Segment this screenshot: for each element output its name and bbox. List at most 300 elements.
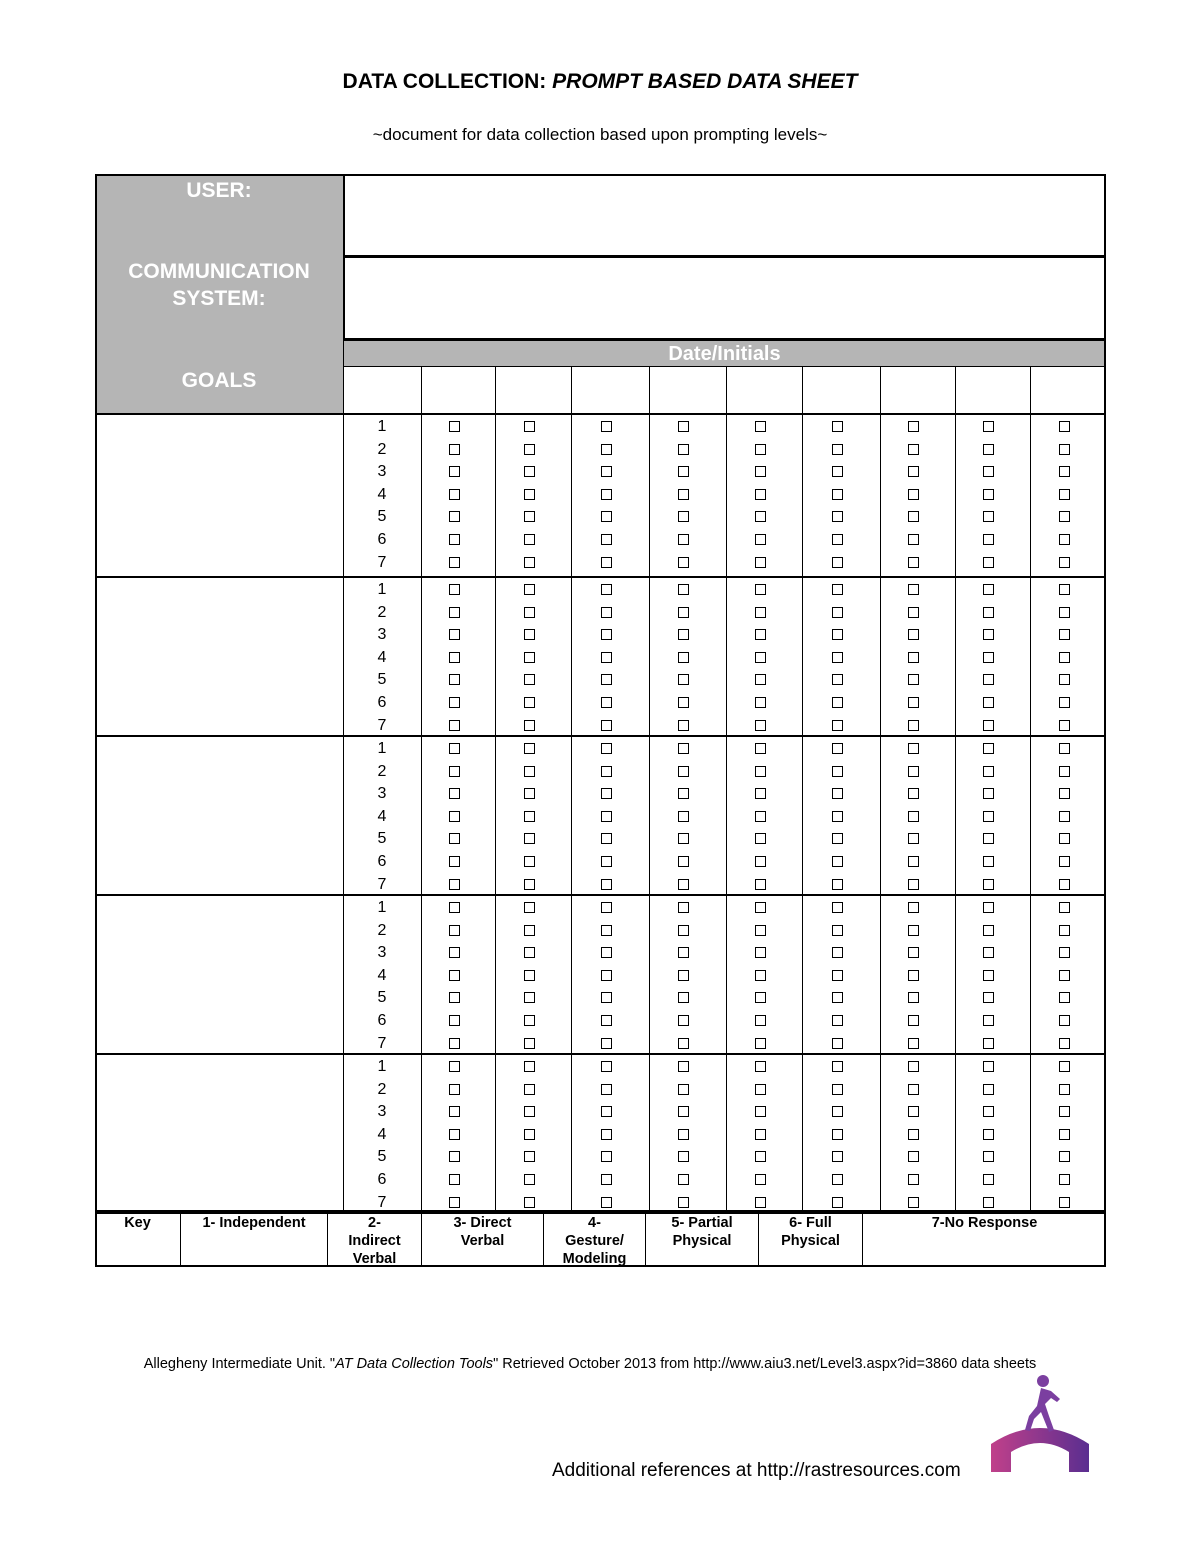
- prompt-checkbox[interactable]: [524, 811, 535, 822]
- prompt-checkbox[interactable]: [983, 466, 994, 477]
- prompt-checkbox[interactable]: [524, 833, 535, 844]
- prompt-checkbox[interactable]: [524, 697, 535, 708]
- prompt-checkbox[interactable]: [678, 879, 689, 890]
- prompt-checkbox[interactable]: [908, 925, 919, 936]
- prompt-checkbox[interactable]: [1059, 833, 1070, 844]
- prompt-checkbox[interactable]: [1059, 743, 1070, 754]
- prompt-checkbox[interactable]: [449, 489, 460, 500]
- prompt-checkbox[interactable]: [601, 697, 612, 708]
- prompt-checkbox[interactable]: [678, 466, 689, 477]
- prompt-checkbox[interactable]: [832, 1061, 843, 1072]
- prompt-checkbox[interactable]: [678, 925, 689, 936]
- prompt-checkbox[interactable]: [678, 743, 689, 754]
- prompt-checkbox[interactable]: [678, 421, 689, 432]
- prompt-checkbox[interactable]: [524, 1106, 535, 1117]
- prompt-checkbox[interactable]: [678, 1197, 689, 1208]
- prompt-checkbox[interactable]: [908, 743, 919, 754]
- prompt-checkbox[interactable]: [524, 1061, 535, 1072]
- goal-description-cell[interactable]: [95, 413, 343, 576]
- prompt-checkbox[interactable]: [908, 902, 919, 913]
- prompt-checkbox[interactable]: [908, 652, 919, 663]
- prompt-checkbox[interactable]: [983, 421, 994, 432]
- prompt-checkbox[interactable]: [983, 1084, 994, 1095]
- prompt-checkbox[interactable]: [524, 856, 535, 867]
- prompt-checkbox[interactable]: [755, 511, 766, 522]
- prompt-checkbox[interactable]: [601, 970, 612, 981]
- prompt-checkbox[interactable]: [678, 992, 689, 1003]
- prompt-checkbox[interactable]: [755, 1151, 766, 1162]
- prompt-checkbox[interactable]: [983, 534, 994, 545]
- prompt-checkbox[interactable]: [832, 1038, 843, 1049]
- prompt-checkbox[interactable]: [832, 466, 843, 477]
- prompt-checkbox[interactable]: [983, 833, 994, 844]
- prompt-checkbox[interactable]: [524, 466, 535, 477]
- prompt-checkbox[interactable]: [678, 766, 689, 777]
- comm-system-field[interactable]: [343, 256, 1106, 340]
- prompt-checkbox[interactable]: [983, 1129, 994, 1140]
- prompt-checkbox[interactable]: [832, 1084, 843, 1095]
- prompt-checkbox[interactable]: [908, 511, 919, 522]
- prompt-checkbox[interactable]: [983, 970, 994, 981]
- prompt-checkbox[interactable]: [755, 557, 766, 568]
- prompt-checkbox[interactable]: [832, 720, 843, 731]
- prompt-checkbox[interactable]: [755, 607, 766, 618]
- prompt-checkbox[interactable]: [983, 856, 994, 867]
- prompt-checkbox[interactable]: [678, 1038, 689, 1049]
- goal-description-cell[interactable]: [95, 576, 343, 735]
- prompt-checkbox[interactable]: [983, 879, 994, 890]
- prompt-checkbox[interactable]: [755, 674, 766, 685]
- prompt-checkbox[interactable]: [601, 489, 612, 500]
- prompt-checkbox[interactable]: [524, 879, 535, 890]
- prompt-checkbox[interactable]: [449, 1197, 460, 1208]
- prompt-checkbox[interactable]: [983, 811, 994, 822]
- prompt-checkbox[interactable]: [524, 1129, 535, 1140]
- prompt-checkbox[interactable]: [449, 720, 460, 731]
- prompt-checkbox[interactable]: [983, 766, 994, 777]
- prompt-checkbox[interactable]: [832, 607, 843, 618]
- prompt-checkbox[interactable]: [601, 1061, 612, 1072]
- prompt-checkbox[interactable]: [1059, 925, 1070, 936]
- prompt-checkbox[interactable]: [832, 879, 843, 890]
- prompt-checkbox[interactable]: [1059, 970, 1070, 981]
- prompt-checkbox[interactable]: [832, 421, 843, 432]
- prompt-checkbox[interactable]: [601, 1106, 612, 1117]
- prompt-checkbox[interactable]: [601, 720, 612, 731]
- prompt-checkbox[interactable]: [1059, 1106, 1070, 1117]
- prompt-checkbox[interactable]: [908, 1061, 919, 1072]
- prompt-checkbox[interactable]: [524, 652, 535, 663]
- prompt-checkbox[interactable]: [983, 947, 994, 958]
- prompt-checkbox[interactable]: [449, 1174, 460, 1185]
- prompt-checkbox[interactable]: [832, 766, 843, 777]
- prompt-checkbox[interactable]: [1059, 1061, 1070, 1072]
- prompt-checkbox[interactable]: [449, 1129, 460, 1140]
- prompt-checkbox[interactable]: [755, 1061, 766, 1072]
- prompt-checkbox[interactable]: [1059, 947, 1070, 958]
- initials-cell[interactable]: [495, 367, 571, 413]
- prompt-checkbox[interactable]: [678, 697, 689, 708]
- prompt-checkbox[interactable]: [983, 511, 994, 522]
- prompt-checkbox[interactable]: [755, 584, 766, 595]
- prompt-checkbox[interactable]: [983, 1197, 994, 1208]
- prompt-checkbox[interactable]: [983, 720, 994, 731]
- prompt-checkbox[interactable]: [832, 674, 843, 685]
- prompt-checkbox[interactable]: [524, 992, 535, 1003]
- prompt-checkbox[interactable]: [983, 992, 994, 1003]
- prompt-checkbox[interactable]: [983, 1061, 994, 1072]
- prompt-checkbox[interactable]: [1059, 489, 1070, 500]
- prompt-checkbox[interactable]: [678, 674, 689, 685]
- prompt-checkbox[interactable]: [1059, 652, 1070, 663]
- prompt-checkbox[interactable]: [449, 811, 460, 822]
- prompt-checkbox[interactable]: [449, 1106, 460, 1117]
- prompt-checkbox[interactable]: [1059, 1084, 1070, 1095]
- prompt-checkbox[interactable]: [908, 1174, 919, 1185]
- prompt-checkbox[interactable]: [524, 1015, 535, 1026]
- prompt-checkbox[interactable]: [832, 652, 843, 663]
- prompt-checkbox[interactable]: [449, 879, 460, 890]
- prompt-checkbox[interactable]: [983, 557, 994, 568]
- prompt-checkbox[interactable]: [983, 1015, 994, 1026]
- prompt-checkbox[interactable]: [1059, 584, 1070, 595]
- prompt-checkbox[interactable]: [678, 489, 689, 500]
- prompt-checkbox[interactable]: [832, 856, 843, 867]
- prompt-checkbox[interactable]: [601, 629, 612, 640]
- prompt-checkbox[interactable]: [983, 1151, 994, 1162]
- prompt-checkbox[interactable]: [601, 1174, 612, 1185]
- prompt-checkbox[interactable]: [1059, 1015, 1070, 1026]
- prompt-checkbox[interactable]: [1059, 629, 1070, 640]
- prompt-checkbox[interactable]: [524, 1151, 535, 1162]
- prompt-checkbox[interactable]: [449, 466, 460, 477]
- prompt-checkbox[interactable]: [832, 1129, 843, 1140]
- prompt-checkbox[interactable]: [908, 833, 919, 844]
- prompt-checkbox[interactable]: [908, 1106, 919, 1117]
- prompt-checkbox[interactable]: [1059, 607, 1070, 618]
- prompt-checkbox[interactable]: [524, 1084, 535, 1095]
- prompt-checkbox[interactable]: [755, 743, 766, 754]
- prompt-checkbox[interactable]: [1059, 766, 1070, 777]
- prompt-checkbox[interactable]: [524, 489, 535, 500]
- prompt-checkbox[interactable]: [449, 1061, 460, 1072]
- prompt-checkbox[interactable]: [601, 788, 612, 799]
- prompt-checkbox[interactable]: [449, 788, 460, 799]
- prompt-checkbox[interactable]: [1059, 421, 1070, 432]
- prompt-checkbox[interactable]: [832, 584, 843, 595]
- prompt-checkbox[interactable]: [524, 743, 535, 754]
- prompt-checkbox[interactable]: [908, 421, 919, 432]
- prompt-checkbox[interactable]: [449, 833, 460, 844]
- prompt-checkbox[interactable]: [1059, 674, 1070, 685]
- prompt-checkbox[interactable]: [449, 1084, 460, 1095]
- prompt-checkbox[interactable]: [678, 1015, 689, 1026]
- prompt-checkbox[interactable]: [601, 674, 612, 685]
- prompt-checkbox[interactable]: [449, 674, 460, 685]
- prompt-checkbox[interactable]: [983, 489, 994, 500]
- prompt-checkbox[interactable]: [832, 947, 843, 958]
- initials-cell[interactable]: [802, 367, 880, 413]
- prompt-checkbox[interactable]: [983, 444, 994, 455]
- prompt-checkbox[interactable]: [1059, 466, 1070, 477]
- prompt-checkbox[interactable]: [601, 947, 612, 958]
- prompt-checkbox[interactable]: [832, 1151, 843, 1162]
- prompt-checkbox[interactable]: [755, 697, 766, 708]
- prompt-checkbox[interactable]: [755, 421, 766, 432]
- prompt-checkbox[interactable]: [832, 992, 843, 1003]
- prompt-checkbox[interactable]: [755, 856, 766, 867]
- prompt-checkbox[interactable]: [524, 557, 535, 568]
- prompt-checkbox[interactable]: [449, 607, 460, 618]
- prompt-checkbox[interactable]: [755, 811, 766, 822]
- prompt-checkbox[interactable]: [1059, 444, 1070, 455]
- prompt-checkbox[interactable]: [908, 674, 919, 685]
- prompt-checkbox[interactable]: [832, 1174, 843, 1185]
- prompt-checkbox[interactable]: [832, 489, 843, 500]
- prompt-checkbox[interactable]: [678, 811, 689, 822]
- prompt-checkbox[interactable]: [755, 466, 766, 477]
- prompt-checkbox[interactable]: [1059, 811, 1070, 822]
- prompt-checkbox[interactable]: [983, 902, 994, 913]
- prompt-checkbox[interactable]: [908, 1015, 919, 1026]
- prompt-checkbox[interactable]: [449, 766, 460, 777]
- prompt-checkbox[interactable]: [755, 1038, 766, 1049]
- prompt-checkbox[interactable]: [1059, 788, 1070, 799]
- prompt-checkbox[interactable]: [449, 697, 460, 708]
- prompt-checkbox[interactable]: [832, 1106, 843, 1117]
- prompt-checkbox[interactable]: [755, 534, 766, 545]
- prompt-checkbox[interactable]: [601, 766, 612, 777]
- prompt-checkbox[interactable]: [524, 1038, 535, 1049]
- prompt-checkbox[interactable]: [524, 534, 535, 545]
- prompt-checkbox[interactable]: [601, 833, 612, 844]
- prompt-checkbox[interactable]: [908, 947, 919, 958]
- prompt-checkbox[interactable]: [908, 856, 919, 867]
- prompt-checkbox[interactable]: [678, 1106, 689, 1117]
- prompt-checkbox[interactable]: [983, 697, 994, 708]
- prompt-checkbox[interactable]: [983, 1174, 994, 1185]
- prompt-checkbox[interactable]: [449, 557, 460, 568]
- prompt-checkbox[interactable]: [832, 925, 843, 936]
- prompt-checkbox[interactable]: [678, 788, 689, 799]
- prompt-checkbox[interactable]: [908, 584, 919, 595]
- prompt-checkbox[interactable]: [601, 1197, 612, 1208]
- prompt-checkbox[interactable]: [524, 1197, 535, 1208]
- prompt-checkbox[interactable]: [524, 1174, 535, 1185]
- prompt-checkbox[interactable]: [1059, 557, 1070, 568]
- prompt-checkbox[interactable]: [601, 879, 612, 890]
- prompt-checkbox[interactable]: [983, 925, 994, 936]
- prompt-checkbox[interactable]: [983, 607, 994, 618]
- prompt-checkbox[interactable]: [449, 947, 460, 958]
- prompt-checkbox[interactable]: [601, 1038, 612, 1049]
- prompt-checkbox[interactable]: [832, 811, 843, 822]
- prompt-checkbox[interactable]: [601, 1129, 612, 1140]
- prompt-checkbox[interactable]: [601, 584, 612, 595]
- prompt-checkbox[interactable]: [983, 1106, 994, 1117]
- prompt-checkbox[interactable]: [1059, 534, 1070, 545]
- prompt-checkbox[interactable]: [908, 466, 919, 477]
- prompt-checkbox[interactable]: [601, 1151, 612, 1162]
- prompt-checkbox[interactable]: [524, 421, 535, 432]
- prompt-checkbox[interactable]: [678, 607, 689, 618]
- prompt-checkbox[interactable]: [908, 788, 919, 799]
- prompt-checkbox[interactable]: [524, 947, 535, 958]
- prompt-checkbox[interactable]: [678, 444, 689, 455]
- prompt-checkbox[interactable]: [678, 947, 689, 958]
- prompt-checkbox[interactable]: [1059, 992, 1070, 1003]
- prompt-checkbox[interactable]: [1059, 902, 1070, 913]
- prompt-checkbox[interactable]: [678, 629, 689, 640]
- prompt-checkbox[interactable]: [755, 925, 766, 936]
- prompt-checkbox[interactable]: [1059, 1197, 1070, 1208]
- prompt-checkbox[interactable]: [908, 970, 919, 981]
- prompt-checkbox[interactable]: [601, 811, 612, 822]
- prompt-checkbox[interactable]: [755, 629, 766, 640]
- prompt-checkbox[interactable]: [908, 720, 919, 731]
- prompt-checkbox[interactable]: [601, 557, 612, 568]
- prompt-checkbox[interactable]: [524, 902, 535, 913]
- prompt-checkbox[interactable]: [908, 992, 919, 1003]
- prompt-checkbox[interactable]: [755, 444, 766, 455]
- initials-cell[interactable]: [571, 367, 649, 413]
- prompt-checkbox[interactable]: [678, 970, 689, 981]
- prompt-checkbox[interactable]: [755, 992, 766, 1003]
- prompt-checkbox[interactable]: [755, 652, 766, 663]
- prompt-checkbox[interactable]: [908, 766, 919, 777]
- prompt-checkbox[interactable]: [449, 652, 460, 663]
- prompt-checkbox[interactable]: [678, 833, 689, 844]
- prompt-checkbox[interactable]: [1059, 720, 1070, 731]
- prompt-checkbox[interactable]: [524, 788, 535, 799]
- prompt-checkbox[interactable]: [755, 902, 766, 913]
- prompt-checkbox[interactable]: [1059, 856, 1070, 867]
- prompt-checkbox[interactable]: [983, 652, 994, 663]
- prompt-checkbox[interactable]: [755, 766, 766, 777]
- prompt-checkbox[interactable]: [1059, 879, 1070, 890]
- prompt-checkbox[interactable]: [755, 1174, 766, 1185]
- goal-description-cell[interactable]: [95, 735, 343, 894]
- prompt-checkbox[interactable]: [449, 1151, 460, 1162]
- prompt-checkbox[interactable]: [908, 557, 919, 568]
- prompt-checkbox[interactable]: [524, 444, 535, 455]
- prompt-checkbox[interactable]: [908, 629, 919, 640]
- prompt-checkbox[interactable]: [524, 766, 535, 777]
- prompt-checkbox[interactable]: [983, 629, 994, 640]
- prompt-checkbox[interactable]: [832, 833, 843, 844]
- prompt-checkbox[interactable]: [601, 444, 612, 455]
- prompt-checkbox[interactable]: [908, 534, 919, 545]
- prompt-checkbox[interactable]: [524, 925, 535, 936]
- prompt-checkbox[interactable]: [449, 584, 460, 595]
- prompt-checkbox[interactable]: [832, 1015, 843, 1026]
- prompt-checkbox[interactable]: [601, 1084, 612, 1095]
- prompt-checkbox[interactable]: [678, 1174, 689, 1185]
- prompt-checkbox[interactable]: [449, 992, 460, 1003]
- prompt-checkbox[interactable]: [524, 511, 535, 522]
- prompt-checkbox[interactable]: [832, 511, 843, 522]
- prompt-checkbox[interactable]: [755, 788, 766, 799]
- prompt-checkbox[interactable]: [1059, 1129, 1070, 1140]
- prompt-checkbox[interactable]: [601, 511, 612, 522]
- prompt-checkbox[interactable]: [601, 925, 612, 936]
- prompt-checkbox[interactable]: [601, 652, 612, 663]
- prompt-checkbox[interactable]: [908, 1151, 919, 1162]
- prompt-checkbox[interactable]: [755, 1106, 766, 1117]
- prompt-checkbox[interactable]: [601, 743, 612, 754]
- prompt-checkbox[interactable]: [449, 511, 460, 522]
- prompt-checkbox[interactable]: [449, 856, 460, 867]
- prompt-checkbox[interactable]: [449, 629, 460, 640]
- prompt-checkbox[interactable]: [832, 1197, 843, 1208]
- prompt-checkbox[interactable]: [908, 1038, 919, 1049]
- prompt-checkbox[interactable]: [908, 444, 919, 455]
- prompt-checkbox[interactable]: [449, 970, 460, 981]
- prompt-checkbox[interactable]: [755, 489, 766, 500]
- prompt-checkbox[interactable]: [524, 629, 535, 640]
- initials-cell[interactable]: [955, 367, 1030, 413]
- prompt-checkbox[interactable]: [832, 697, 843, 708]
- prompt-checkbox[interactable]: [678, 584, 689, 595]
- prompt-checkbox[interactable]: [601, 534, 612, 545]
- prompt-checkbox[interactable]: [908, 489, 919, 500]
- prompt-checkbox[interactable]: [983, 674, 994, 685]
- prompt-checkbox[interactable]: [908, 879, 919, 890]
- initials-cell[interactable]: [1030, 367, 1106, 413]
- goal-description-cell[interactable]: [95, 1053, 343, 1212]
- prompt-checkbox[interactable]: [601, 856, 612, 867]
- prompt-checkbox[interactable]: [678, 902, 689, 913]
- prompt-checkbox[interactable]: [908, 607, 919, 618]
- prompt-checkbox[interactable]: [832, 557, 843, 568]
- prompt-checkbox[interactable]: [678, 856, 689, 867]
- prompt-checkbox[interactable]: [832, 444, 843, 455]
- prompt-checkbox[interactable]: [601, 607, 612, 618]
- initials-cell[interactable]: [649, 367, 726, 413]
- prompt-checkbox[interactable]: [755, 879, 766, 890]
- prompt-checkbox[interactable]: [755, 970, 766, 981]
- prompt-checkbox[interactable]: [524, 720, 535, 731]
- prompt-checkbox[interactable]: [449, 421, 460, 432]
- goal-description-cell[interactable]: [95, 894, 343, 1053]
- prompt-checkbox[interactable]: [449, 902, 460, 913]
- prompt-checkbox[interactable]: [908, 1197, 919, 1208]
- prompt-checkbox[interactable]: [832, 534, 843, 545]
- prompt-checkbox[interactable]: [755, 1197, 766, 1208]
- prompt-checkbox[interactable]: [678, 511, 689, 522]
- prompt-checkbox[interactable]: [908, 811, 919, 822]
- prompt-checkbox[interactable]: [524, 970, 535, 981]
- prompt-checkbox[interactable]: [524, 607, 535, 618]
- prompt-checkbox[interactable]: [983, 743, 994, 754]
- prompt-checkbox[interactable]: [601, 1015, 612, 1026]
- prompt-checkbox[interactable]: [678, 1129, 689, 1140]
- initials-cell[interactable]: [726, 367, 802, 413]
- prompt-checkbox[interactable]: [449, 534, 460, 545]
- prompt-checkbox[interactable]: [908, 697, 919, 708]
- prompt-checkbox[interactable]: [755, 1015, 766, 1026]
- prompt-checkbox[interactable]: [908, 1129, 919, 1140]
- prompt-checkbox[interactable]: [449, 1038, 460, 1049]
- prompt-checkbox[interactable]: [1059, 511, 1070, 522]
- prompt-checkbox[interactable]: [832, 629, 843, 640]
- prompt-checkbox[interactable]: [524, 584, 535, 595]
- prompt-checkbox[interactable]: [1059, 1174, 1070, 1185]
- prompt-checkbox[interactable]: [678, 534, 689, 545]
- prompt-checkbox[interactable]: [755, 1084, 766, 1095]
- prompt-checkbox[interactable]: [755, 947, 766, 958]
- prompt-checkbox[interactable]: [1059, 1151, 1070, 1162]
